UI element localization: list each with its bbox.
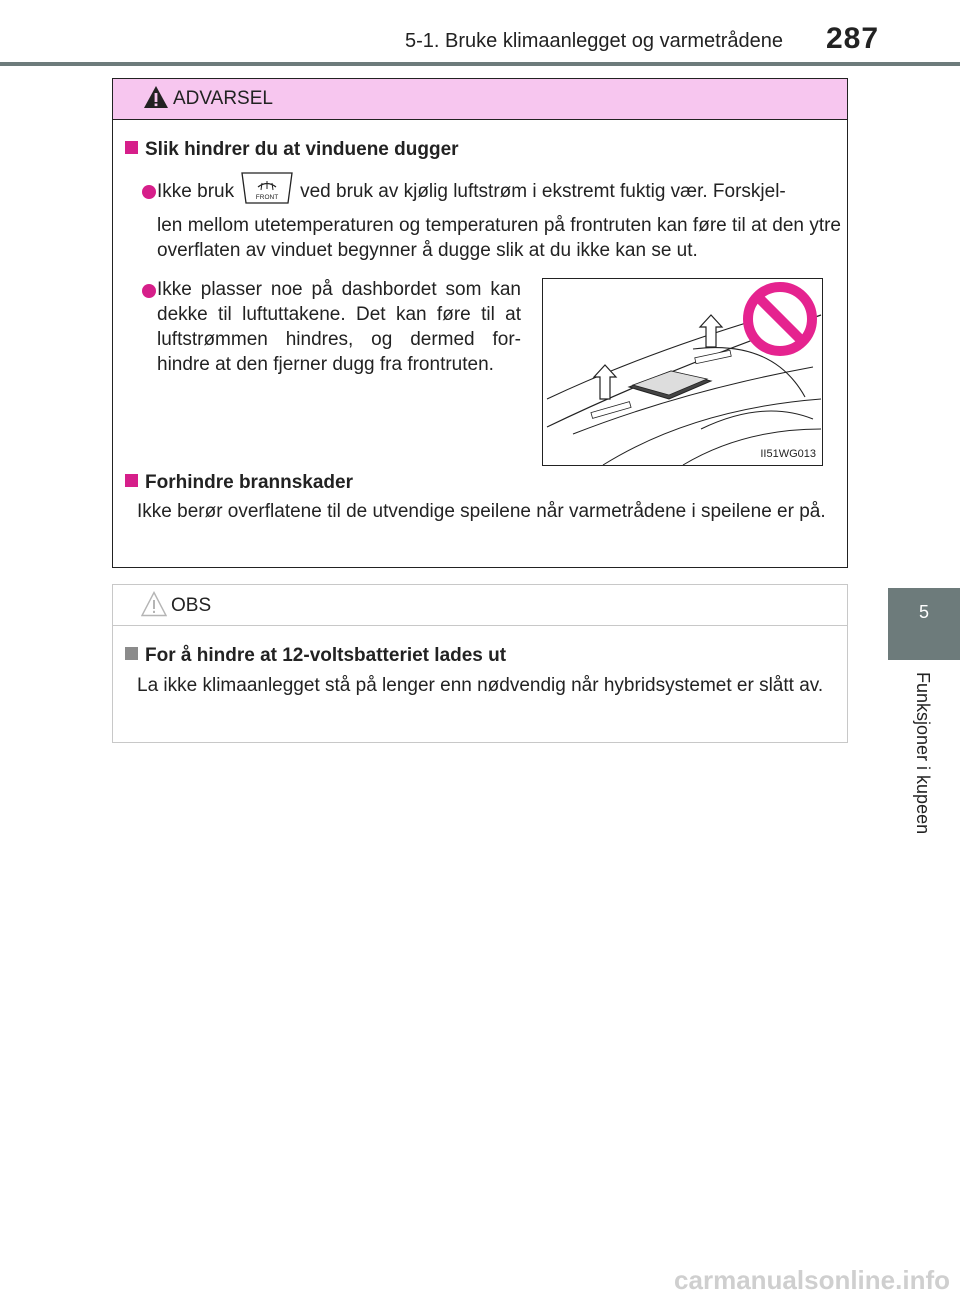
dashboard-vents-drawing [543, 279, 822, 465]
header-divider [0, 62, 960, 66]
warning-header [113, 79, 847, 120]
dashboard-illustration [542, 278, 823, 466]
notice-box [112, 584, 848, 743]
section-title-defog: Slik hindrer du at vinduene dugger [125, 139, 459, 161]
round-bullet-icon [142, 185, 156, 199]
section-title-burns: Forhindre brannskader [125, 472, 353, 494]
watermark: carmanualsonline.info [674, 1265, 950, 1295]
bullet-text-2: Ikke plasser noe på dashbordet som kan dekke til luftuttakene. Det kan føre til at luftstrømmen hindres, og dermed for-hindre at den fjerner dugg fra frontruten. [157, 279, 521, 375]
square-bullet-icon [125, 474, 138, 487]
warning-heading: ADVARSEL [173, 88, 273, 109]
bullet-text-1: Ikke bruk FRONT ved bruk av kjølig luftstrøm i ekstremt fuktig vær. Forskjel- [157, 179, 841, 205]
page-number: 287 [826, 22, 880, 55]
chapter-tab-label: Funksjoner i kupeen [913, 672, 933, 835]
battery-text: La ikke klimaanlegget stå på lenger enn nødvendig når hybridsystemet er slått av. [137, 675, 824, 696]
notice-heading: OBS [171, 595, 212, 616]
caution-triangle-icon [141, 591, 167, 617]
front-defroster-button-icon [240, 171, 294, 205]
warning-triangle-icon [143, 85, 169, 109]
square-bullet-icon [125, 141, 138, 154]
chapter-tab-number: 5 [918, 602, 929, 622]
chapter-title: 5-1. Bruke klimaanlegget og varmetrådene [405, 30, 783, 52]
section-title-battery: For å hindre at 12-voltsbatteriet lades ut [125, 645, 506, 667]
square-bullet-icon [125, 647, 138, 660]
burns-text: Ikke berør overflatene til de utvendige speilene når varmetrådene i speilene er på. [137, 501, 826, 522]
figure-code: II51WG013 [760, 448, 816, 460]
chapter-tab[interactable] [888, 588, 960, 660]
svg-text:FRONT: FRONT [255, 194, 279, 201]
notice-header [113, 585, 847, 626]
bullet-text-1-cont: len mellom utetemperaturen og temperaturen på frontruten kan føre til at den ytre overflaten av vinduet begynner å dugge slik at du ikke kan se ut. [157, 215, 841, 261]
round-bullet-icon [142, 284, 156, 298]
